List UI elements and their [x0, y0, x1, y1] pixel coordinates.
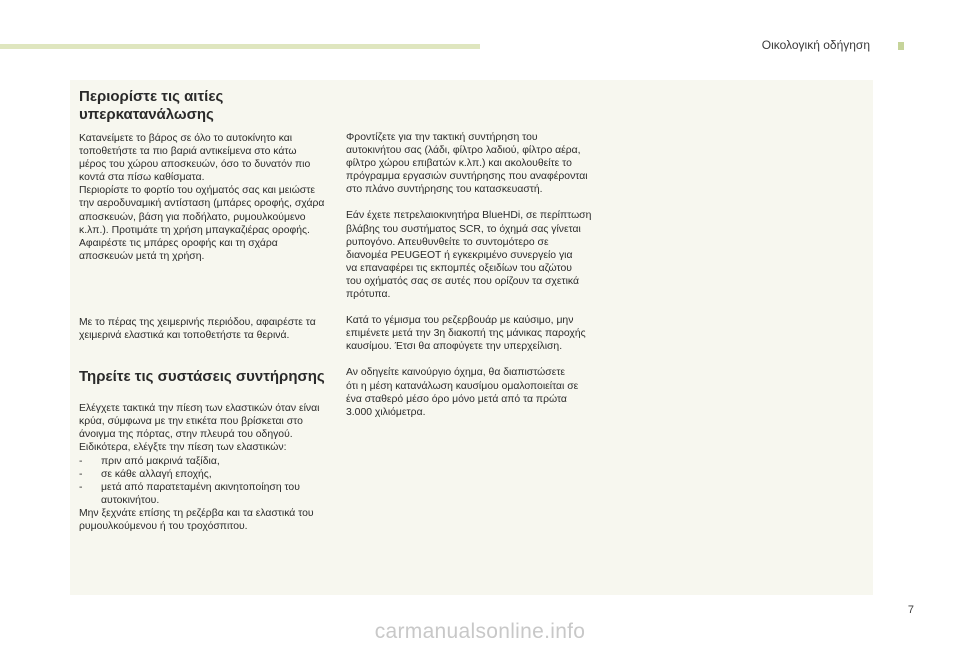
text-line: την αεροδυναμική αντίσταση (μπάρες οροφής, σχάρα — [79, 198, 325, 210]
paragraph-winter-tyres — [79, 316, 341, 342]
text-line: Κατά το γέμισμα του ρεζερβουάρ με καύσιμο, μην — [346, 315, 574, 327]
list-item-text: σε κάθε αλλαγή εποχής, — [101, 468, 212, 480]
text-line: Μην ξεχνάτε επίσης τη ρεζέρβα και τα ελαστικά του — [79, 507, 314, 519]
text-line: αποσκευών μετά τη χρήση. — [79, 250, 205, 262]
text-line: ρυπογόνο. Απευθυνθείτε το συντομότερο σε — [346, 236, 549, 248]
list-item — [79, 468, 341, 481]
paragraph-bluehdi — [346, 209, 608, 301]
paragraph-new-vehicle — [346, 366, 608, 418]
list-dash: - — [79, 468, 83, 480]
text-line: κοντά στα πίσω καθίσματα. — [79, 172, 205, 184]
text-line: επιμένετε μετά την 3η διακοπή της μάνικας παροχής — [346, 328, 586, 340]
text-line: Αν οδηγείτε καινούργιο όχημα, θα διαπιστώσετε — [346, 367, 566, 379]
page-number: 7 — [907, 604, 914, 616]
watermark: carmanualsonline.info — [374, 620, 586, 643]
text-line: Φροντίζετε για την τακτική συντήρηση του — [346, 132, 538, 143]
header-marker — [898, 42, 904, 50]
list-item-text: πριν από μακρινά ταξίδια, — [101, 455, 220, 467]
paragraph-servicing — [346, 131, 608, 196]
paragraph-tyre-pressure — [79, 402, 341, 454]
list-item-text — [101, 481, 300, 507]
text-line: αυτοκινήτου. — [101, 494, 160, 506]
list-item — [79, 481, 341, 507]
paragraph-spare-wheel — [79, 507, 341, 533]
text-line: να επαναφέρει τις εκπομπές οξειδίων του αζώτου — [346, 262, 572, 274]
paragraph-refuelling — [346, 314, 608, 353]
text-line: ένα σταθερό μέσο όρο μόνο μετά από τα πρώτα — [346, 393, 567, 405]
text-line: του οχήματός σας σε αυτές που ορίζουν τα σχετικά — [346, 275, 580, 287]
text-line: 3.000 χιλιόμετρα. — [346, 406, 426, 418]
tyre-check-list — [79, 455, 341, 507]
title-line: Περιορίστε τις αιτίες — [79, 88, 224, 105]
list-item — [79, 455, 341, 468]
page-header-title: Οικολογική οδήγηση — [761, 38, 870, 52]
text-line: καυσίμου. Έτσι θα αποφύγετε την υπερχείλιση. — [346, 341, 563, 353]
text-line: κρύα, σύμφωνα με την ετικέτα που βρίσκεται στο — [79, 416, 303, 428]
section-title-causes — [79, 88, 341, 124]
left-column — [79, 88, 341, 533]
text-line: Ελέγχετε τακτικά την πίεση των ελαστικών όταν είναι — [79, 403, 320, 415]
text-line: Εάν έχετε πετρελαιοκινητήρα BlueHDi, σε περίπτωση — [346, 210, 592, 222]
text-line: Κατανείμετε το βάρος σε όλο το αυτοκίνητο και — [79, 133, 293, 144]
text-line: μετά από παρατεταμένη ακινητοποίηση του — [101, 481, 300, 493]
title-line: υπερκατανάλωσης — [79, 106, 214, 123]
paragraph-weight — [79, 132, 341, 263]
text-line: τοποθετήστε τα πιο βαριά αντικείμενα στο κάτω — [79, 146, 297, 158]
header-accent-bar — [0, 44, 480, 49]
text-line: βλάβης του συστήματος SCR, το όχημά σας γίνεται — [346, 223, 581, 235]
text-line: Περιορίστε το φορτίο του οχήματός σας και μειώστε — [79, 185, 315, 197]
text-line: αποσκευών, βάση για ποδήλατο, ρυμουλκούμενο — [79, 211, 306, 223]
text-line: κ.λπ.). Προτιμάτε τη χρήση μπαγκαζιέρας οροφής. — [79, 224, 310, 236]
text-line: μέρος του χώρου αποσκευών, όσο το δυνατόν πιο — [79, 159, 311, 171]
right-column — [346, 131, 608, 419]
text-line: Αφαιρέστε τις μπάρες οροφής και τη σχάρα — [79, 237, 278, 249]
text-line: φίλτρο χώρου επιβατών κ.λπ.) και ακολουθείτε το — [346, 158, 572, 170]
list-dash: - — [79, 455, 83, 467]
text-line: Με το πέρας της χειμερινής περιόδου, αφαιρέστε τα — [79, 316, 316, 328]
text-line: άνοιγμα της πόρτας, στην πλευρά του οδηγού. — [79, 429, 293, 441]
list-dash: - — [79, 481, 83, 493]
text-line: αυτοκινήτου σας (λάδι, φίλτρο λαδιού, φίλτρο αέρα, — [346, 145, 581, 157]
text-line: ότι η μέση κατανάλωση καυσίμου ομαλοποιείται σε — [346, 380, 579, 392]
text-line: ρυμουλκούμενου ή του τροχόσπιτου. — [79, 520, 248, 532]
section-title-maintenance: Τηρείτε τις συστάσεις συντήρησης — [79, 368, 325, 386]
text-line: διανομέα PEUGEOT ή εγκεκριμένο συνεργείο για — [346, 249, 573, 261]
text-line: στο πλάνο συντήρησης του κατασκευαστή. — [346, 184, 543, 196]
text-line: πρόγραμμα εργασιών συντήρησης που αναφέρονται — [346, 171, 588, 183]
text-line: πρότυπα. — [346, 289, 391, 301]
text-line: Ειδικότερα, ελέγξτε την πίεση των ελαστικών: — [79, 442, 287, 454]
text-line: χειμερινά ελαστικά και τοποθετήστε τα θερινά. — [79, 330, 290, 342]
